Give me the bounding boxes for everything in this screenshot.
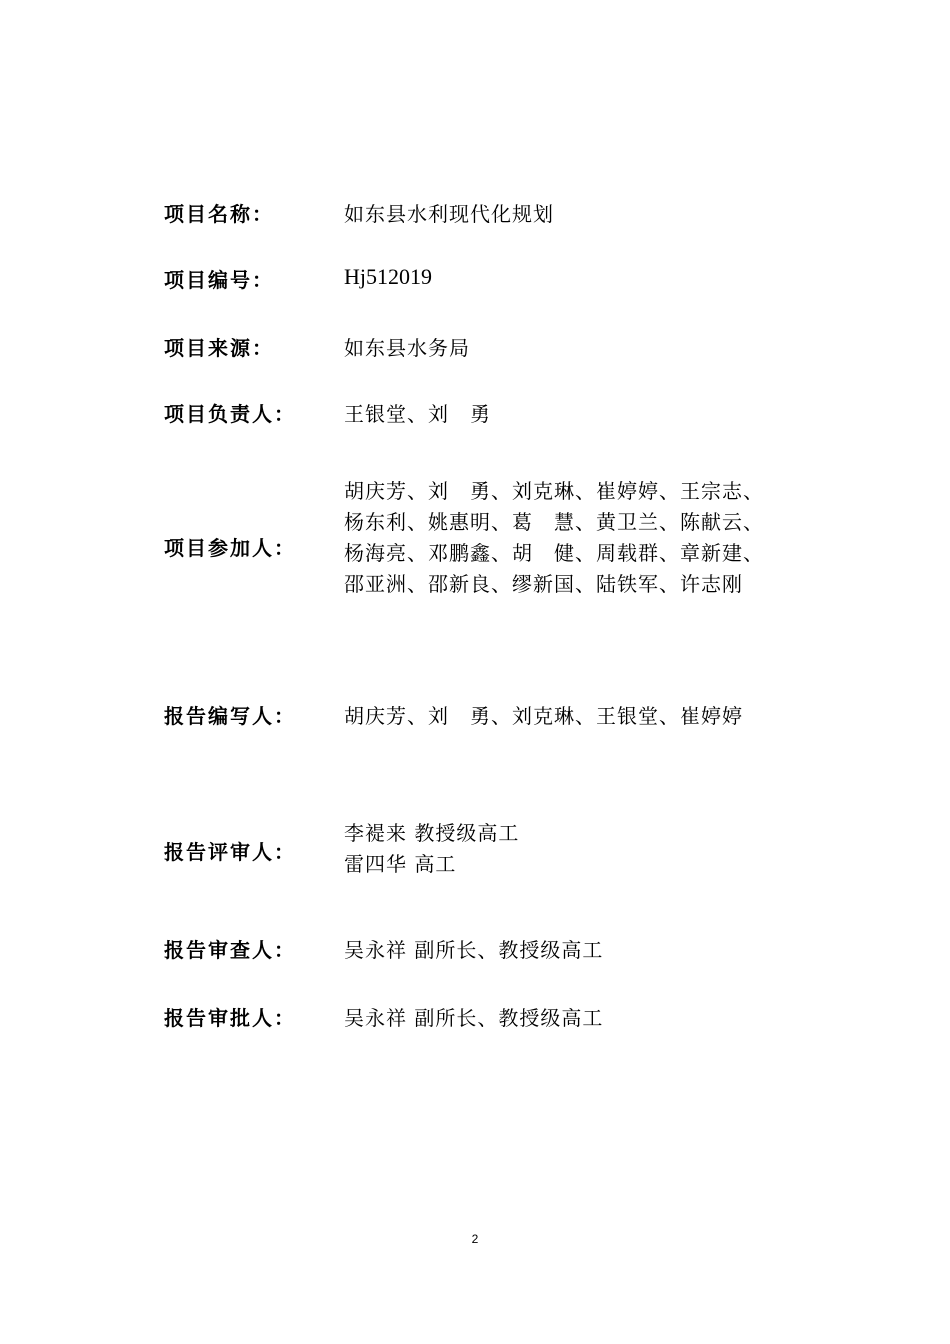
page-number: 2 (471, 1232, 479, 1246)
report-writers-value: 胡庆芳、刘 勇、刘克琳、王银堂、崔婷婷 (344, 704, 743, 728)
project-source-label: 项目来源： (164, 336, 274, 360)
project-participants-value (344, 476, 764, 600)
project-leader-value: 王银堂、刘 勇 (344, 402, 491, 426)
report-reviewers-value (344, 818, 519, 880)
report-reviewers-label: 报告评审人： (164, 840, 296, 864)
project-participants-label: 项目参加人： (164, 536, 296, 560)
report-examiner-value: 吴永祥 副所长、教授级高工 (344, 938, 604, 962)
reviewer-line: 李褆来 教授级高工 (344, 821, 520, 845)
project-leader-label: 项目负责人： (164, 402, 296, 426)
project-name-label: 项目名称： (164, 202, 274, 226)
project-source-value: 如东县水务局 (344, 336, 470, 360)
project-number-label: 项目编号： (164, 268, 274, 292)
report-examiner-label: 报告审查人： (164, 938, 296, 962)
participants-line: 胡庆芳、刘 勇、刘克琳、崔婷婷、王宗志、 (344, 479, 764, 503)
participants-line: 杨东利、姚惠明、葛 慧、黄卫兰、陈献云、 (344, 510, 764, 534)
reviewer-line: 雷四华 高工 (344, 852, 457, 876)
participants-line: 杨海亮、邓鹏鑫、胡 健、周载群、章新建、 (344, 541, 764, 565)
participants-line: 邵亚洲、邵新良、缪新国、陆铁军、许志刚 (344, 572, 743, 596)
project-number-value: Hj512019 (344, 264, 432, 289)
report-writers-label: 报告编写人： (164, 704, 296, 728)
report-approver-label: 报告审批人： (164, 1006, 296, 1030)
report-approver-value: 吴永祥 副所长、教授级高工 (344, 1006, 604, 1030)
project-name-value: 如东县水利现代化规划 (344, 202, 554, 226)
